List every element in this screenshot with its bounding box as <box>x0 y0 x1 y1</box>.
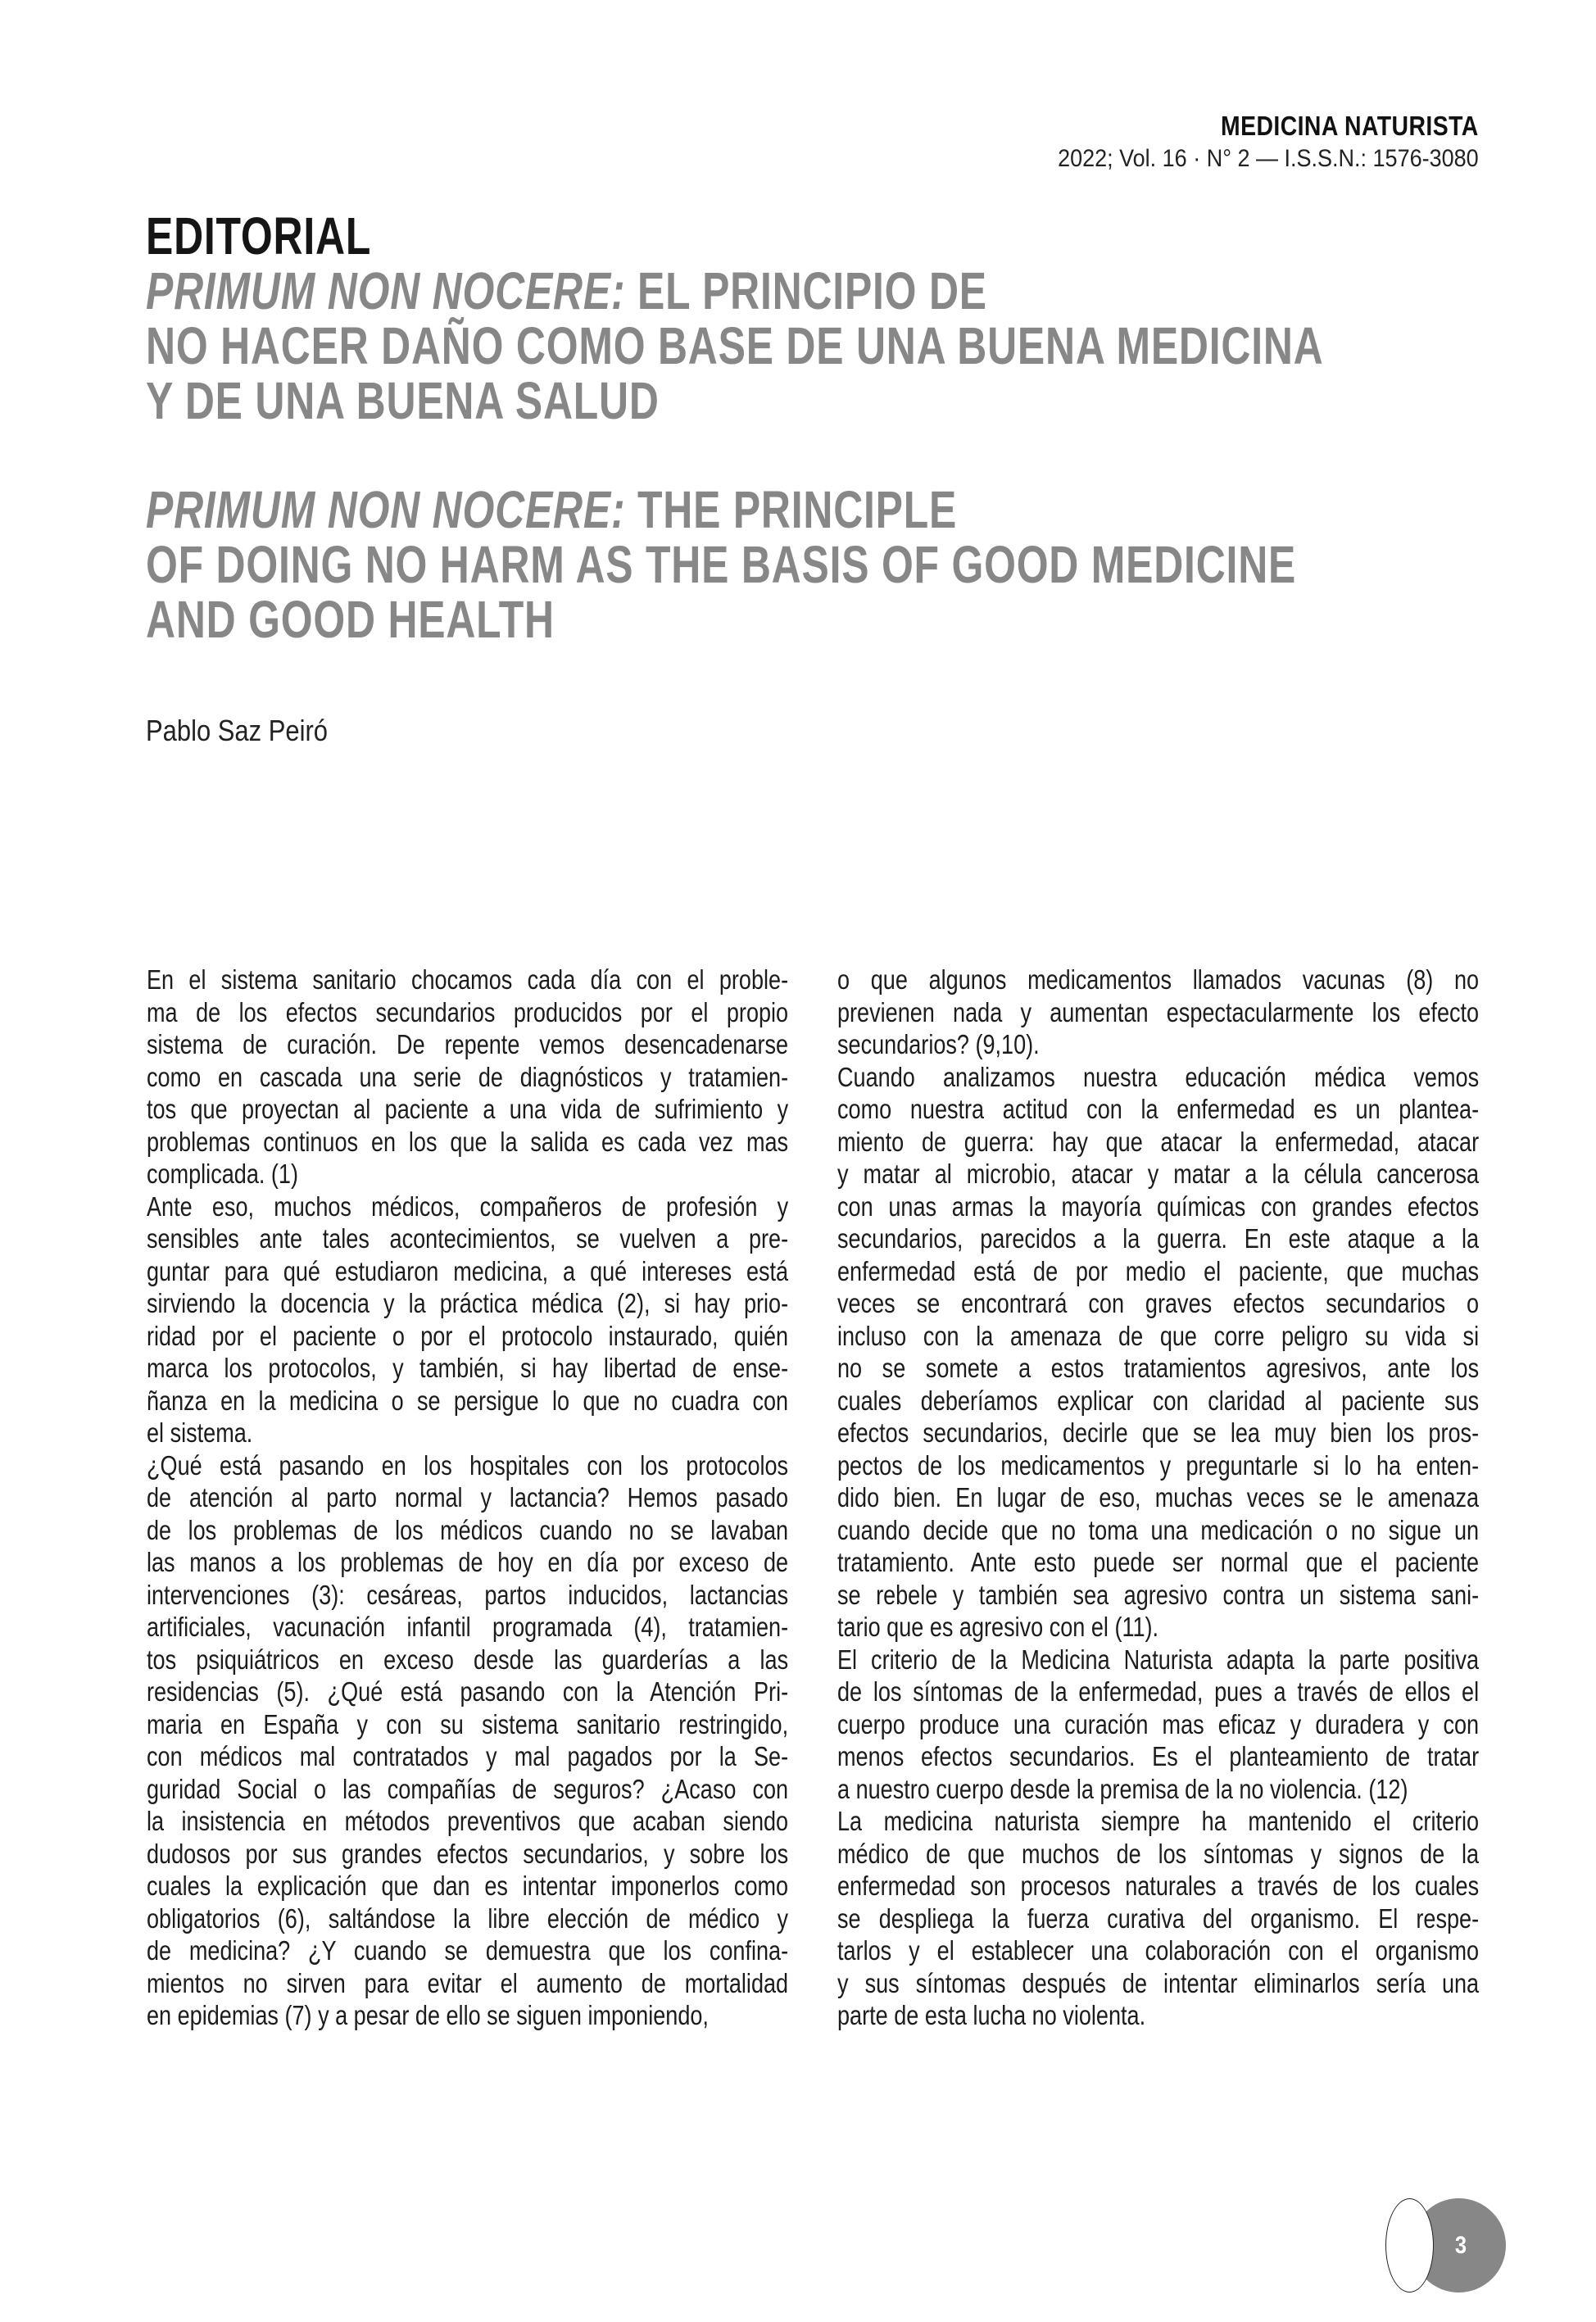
author-name: Pablo Saz Peiró <box>146 714 329 747</box>
body-text-line: maria en España y con su sistema sanitario restringido, <box>147 1708 789 1739</box>
title-english <box>146 480 1489 649</box>
body-text-line: cuando decide que no toma una medicación o no sigue un <box>837 1514 1480 1545</box>
body-text-line: con unas armas la mayoría químicas con grandes efectos <box>837 1190 1480 1222</box>
body-text-line: ma de los efectos secundarios producidos por el propio <box>147 996 789 1027</box>
body-text-line: Cuando analizamos nuestra educación médica vemos <box>837 1061 1480 1092</box>
body-text-line: incluso con la amenaza de que corre peligro su vida si <box>837 1320 1480 1351</box>
body-text-line: mientos no sirven para evitar el aumento de mortalidad <box>147 1967 789 1998</box>
body-text-line: ridad por el paciente o por el protocolo instaurado, quién <box>147 1320 789 1351</box>
title-en-italic: PRIMUM NON NOCERE: <box>146 480 626 539</box>
body-text-line: de los problemas de los médicos cuando no se lavaban <box>147 1514 789 1545</box>
body-text-line: se rebele y también sea agresivo contra un sistema sani- <box>837 1579 1480 1610</box>
title-es-line-3: Y DE UNA BUENA SALUD <box>146 371 660 430</box>
title-en-line-3: AND GOOD HEALTH <box>146 590 555 649</box>
body-text-line: parte de esta lucha no violenta. <box>837 2000 1146 2030</box>
title-es-line-2: NO HACER DAÑO COMO BASE DE UNA BUENA MEDICINA <box>146 316 1324 375</box>
body-text-line: de atención al parto normal y lactancia? Hemos pasado <box>147 1482 789 1512</box>
badge-ellipse-shape <box>1385 2198 1434 2293</box>
page-number: 3 <box>1454 2232 1467 2259</box>
body-text-line: complicada. (1) <box>147 1159 298 1189</box>
body-text-line: cuales la explicación que dan es intentar imponerlos como <box>147 1871 789 1901</box>
body-text-line: menos efectos secundarios. Es el planteamiento de tratar <box>837 1741 1480 1771</box>
body-text-line: las manos a los problemas de hoy en día por exceso de <box>147 1547 789 1577</box>
title-en-line-2: OF DOING NO HARM AS THE BASIS OF GOOD MEDICINE <box>146 535 1297 594</box>
body-text-line: se despliega la fuerza curativa del organismo. El respe- <box>837 1902 1480 1934</box>
body-text-line: residencias (5). ¿Qué está pasando con la Atención Pri- <box>147 1676 789 1707</box>
body-text-line: dudosos por sus grandes efectos secundarios, y sobre los <box>147 1838 789 1869</box>
journal-issue-info: 2022; Vol. 16 · N° 2 — I.S.S.N.: 1576-3080 <box>1058 145 1479 172</box>
section-label: EDITORIAL <box>146 206 372 265</box>
body-text-line: y sus síntomas después de intentar eliminarlos sería una <box>837 1967 1480 1998</box>
body-text-line: de los síntomas de la enfermedad, pues a través de ellos el <box>837 1676 1480 1707</box>
body-text-line: cuales deberíamos explicar con claridad al paciente sus <box>837 1385 1480 1416</box>
body-text-line: el sistema. <box>147 1417 253 1448</box>
body-text-line: guntar para qué estudiaron medicina, a qué intereses está <box>147 1255 789 1286</box>
body-column-1 <box>147 964 788 2032</box>
title-es-line-1 <box>146 261 1194 320</box>
body-text-line: y matar al microbio, atacar y matar a la célula cancerosa <box>837 1159 1480 1189</box>
journal-header <box>1011 110 1479 175</box>
body-text-line: efectos secundarios, decirle que se lea muy bien los pros- <box>837 1417 1480 1448</box>
body-text-line: miento de guerra: hay que atacar la enfermedad, atacar <box>837 1126 1480 1157</box>
body-text-line: tratamiento. Ante esto puede ser normal que el paciente <box>837 1547 1480 1577</box>
body-text-line: La medicina naturista siempre ha mantenido el criterio <box>837 1806 1480 1836</box>
body-text-line: tos psiquiátricos en exceso desde las guarderías a las <box>147 1644 789 1675</box>
body-column-2 <box>837 964 1479 2032</box>
body-text-line: En el sistema sanitario chocamos cada día con el proble- <box>147 964 789 995</box>
body-text-line: enfermedad está de por medio el paciente, que muchas <box>837 1255 1480 1286</box>
body-text-line: veces se encontrará con graves efectos secundarios o <box>837 1288 1480 1318</box>
title-es-italic: PRIMUM NON NOCERE: <box>146 261 626 320</box>
body-text-line: sistema de curación. De repente vemos desencadenarse <box>147 1029 789 1059</box>
body-text-line: sensibles ante tales acontecimientos, se vuelven a pre- <box>147 1223 789 1254</box>
body-text-line: artificiales, vacunación infantil programada (4), tratamien- <box>147 1612 789 1642</box>
body-text-line: secundarios, parecidos a la guerra. En este ataque a la <box>837 1223 1480 1254</box>
body-text-line: Ante eso, muchos médicos, compañeros de profesión y <box>147 1190 789 1222</box>
body-text-line: como nuestra actitud con la enfermedad es un plantea- <box>837 1094 1480 1124</box>
body-text-line: previenen nada y aumentan espectacularmente los efecto <box>837 996 1480 1027</box>
body-text-line: pectos de los medicamentos y preguntarle si lo ha enten- <box>837 1449 1480 1481</box>
body-text-line: con médicos mal contratados y mal pagados por la Se- <box>147 1741 789 1771</box>
body-text-line: El criterio de la Medicina Naturista adapta la parte positiva <box>837 1644 1480 1675</box>
body-text-line: de medicina? ¿Y cuando se demuestra que los confina- <box>147 1935 789 1966</box>
body-text-line: en epidemias (7) y a pesar de ello se siguen imponiendo, <box>147 2000 709 2030</box>
title-spanish <box>146 261 1489 430</box>
body-text-line: problemas continuos en los que la salida es cada vez mas <box>147 1126 789 1157</box>
body-text-line: tario que es agresivo con el (11). <box>837 1612 1159 1642</box>
body-text-line: tos que proyectan al paciente a una vida de sufrimiento y <box>147 1094 789 1124</box>
title-es-line-1-rest: EL PRINCIPIO DE <box>625 261 987 320</box>
body-text-line: la insistencia en métodos preventivos que acaban siendo <box>147 1806 789 1836</box>
body-text-line: intervenciones (3): cesáreas, partos inducidos, lactancias <box>147 1579 789 1610</box>
body-text-line: como en cascada una serie de diagnósticos y tratamien- <box>147 1061 789 1092</box>
title-en-line-1 <box>146 480 1194 539</box>
article-titles <box>146 206 1489 649</box>
body-text-line: a nuestro cuerpo desde la premisa de la no violencia. (12) <box>837 1773 1408 1804</box>
body-text-line: ¿Qué está pasando en los hospitales con los protocolos <box>147 1449 789 1481</box>
journal-name: MEDICINA NATURISTA <box>1221 111 1479 141</box>
body-text-line: enfermedad son procesos naturales a través de los cuales <box>837 1871 1480 1901</box>
body-text-line: ñanza en la medicina o se persigue lo que no cuadra con <box>147 1385 789 1416</box>
page-number-badge <box>1385 2198 1480 2293</box>
body-text-line: guridad Social o las compañías de seguros? ¿Acaso con <box>147 1773 789 1804</box>
body-text-line: o que algunos medicamentos llamados vacunas (8) no <box>837 964 1480 995</box>
body-text-line: obligatorios (6), saltándose la libre elección de médico y <box>147 1902 789 1934</box>
body-text-line: secundarios? (9,10). <box>837 1029 1040 1059</box>
body-text-line: sirviendo la docencia y la práctica médica (2), si hay prio- <box>147 1288 789 1318</box>
title-en-line-1-rest: THE PRINCIPLE <box>625 480 958 539</box>
body-text-line: tarlos y el establecer una colaboración con el organismo <box>837 1935 1480 1966</box>
body-text-line: cuerpo produce una curación mas eficaz y duradera y con <box>837 1708 1480 1739</box>
body-text-line: no se somete a estos tratamientos agresivos, ante los <box>837 1353 1480 1383</box>
body-text-line: dido bien. En lugar de eso, muchas veces se le amenaza <box>837 1482 1480 1512</box>
body-text-line: médico de que muchos de los síntomas y signos de la <box>837 1838 1480 1869</box>
body-text-line: marca los protocolos, y también, si hay libertad de ense- <box>147 1353 789 1383</box>
